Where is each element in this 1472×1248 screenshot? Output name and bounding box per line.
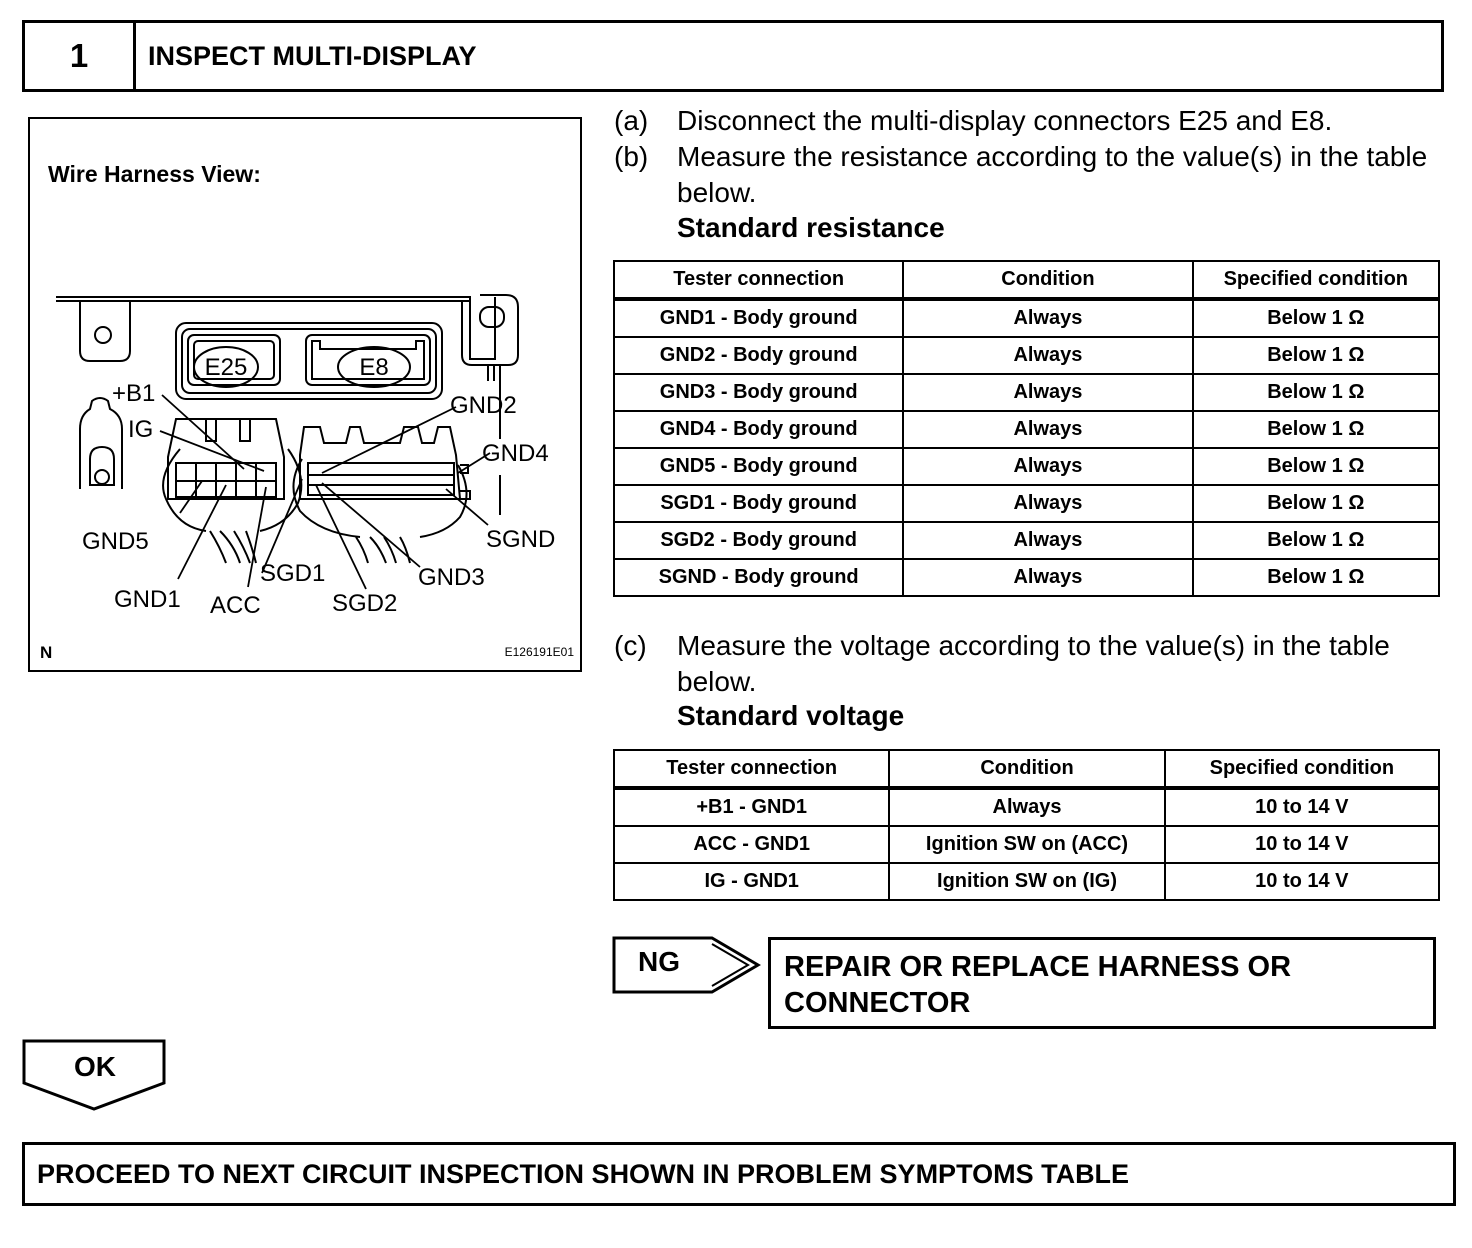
- table-cell: Always: [903, 337, 1192, 374]
- table-row: [614, 374, 1439, 411]
- table-cell: Below 1 Ω: [1193, 374, 1439, 411]
- table-cell: Below 1 Ω: [1193, 299, 1439, 337]
- ok-arrow: [22, 1039, 168, 1111]
- pin-label-sgnd: SGND: [486, 526, 556, 553]
- table-cell: SGD2 - Body ground: [614, 522, 903, 559]
- connector-label-e25: E25: [204, 354, 248, 381]
- step-b: [614, 139, 1444, 211]
- step-b-text: Measure the resistance according to the value(s) in the table below.: [677, 141, 1428, 208]
- figure-corner-mark: N: [40, 643, 53, 662]
- pin-label-gnd3: GND3: [418, 564, 485, 591]
- table-cell: Always: [903, 299, 1192, 337]
- pin-label-b1: +B1: [112, 380, 156, 407]
- header-cell: Tester connection: [614, 750, 889, 788]
- pin-label-sgd2: SGD2: [332, 590, 398, 617]
- table-cell: Below 1 Ω: [1193, 448, 1439, 485]
- next-step-box: PROCEED TO NEXT CIRCUIT INSPECTION SHOWN IN PROBLEM SYMPTOMS TABLE: [22, 1142, 1456, 1206]
- table-row: [614, 788, 1439, 826]
- table-row: [614, 411, 1439, 448]
- pin-label-gnd2: GND2: [450, 392, 517, 419]
- step-title: INSPECT MULTI-DISPLAY: [148, 40, 477, 71]
- voltage-table-header: [614, 750, 1439, 788]
- table-cell: Below 1 Ω: [1193, 559, 1439, 596]
- resistance-table: [613, 260, 1440, 597]
- step-c: [614, 628, 1444, 700]
- table-cell: Ignition SW on (IG): [889, 863, 1164, 900]
- pin-label-ig: IG: [128, 416, 154, 443]
- step-c-text: Measure the voltage according to the value(s) in the table below.: [677, 630, 1390, 697]
- table-cell: GND4 - Body ground: [614, 411, 903, 448]
- connector-label-e8: E8: [359, 354, 389, 381]
- figure-title: Wire Harness View:: [48, 161, 261, 187]
- standard-resistance-heading: Standard resistance: [677, 212, 945, 243]
- table-row: [614, 299, 1439, 337]
- voltage-table: [613, 749, 1440, 901]
- resistance-table-header: [614, 261, 1439, 299]
- table-row: [614, 448, 1439, 485]
- table-cell: Ignition SW on (ACC): [889, 826, 1164, 863]
- table-row: [614, 559, 1439, 596]
- step-number: 1: [25, 23, 136, 89]
- table-cell: 10 to 14 V: [1165, 863, 1439, 900]
- table-row: [614, 826, 1439, 863]
- step-c-label: (c): [614, 630, 647, 661]
- table-cell: Below 1 Ω: [1193, 337, 1439, 374]
- table-cell: 10 to 14 V: [1165, 826, 1439, 863]
- connector-diagram: [30, 119, 580, 670]
- table-cell: IG - GND1: [614, 863, 889, 900]
- table-row: [614, 522, 1439, 559]
- header-cell: Tester connection: [614, 261, 903, 299]
- header-cell: Specified condition: [1165, 750, 1439, 788]
- ok-label: OK: [74, 1051, 116, 1082]
- table-row: [614, 863, 1439, 900]
- standard-voltage-heading: Standard voltage: [677, 700, 905, 731]
- ng-action-box: REPAIR OR REPLACE HARNESS OR CONNECTOR: [768, 937, 1436, 1029]
- step-a: [614, 103, 1444, 139]
- pin-label-gnd5: GND5: [82, 528, 149, 555]
- ng-arrow-shape: [612, 936, 762, 994]
- header-cell: Condition: [889, 750, 1164, 788]
- table-cell: GND1 - Body ground: [614, 299, 903, 337]
- step-b-label: (b): [614, 141, 649, 172]
- step-header: [22, 20, 1444, 92]
- table-cell: ACC - GND1: [614, 826, 889, 863]
- table-cell: Always: [903, 374, 1192, 411]
- header-cell: Specified condition: [1193, 261, 1439, 299]
- table-cell: SGD1 - Body ground: [614, 485, 903, 522]
- ng-arrow: [612, 936, 762, 994]
- table-cell: 10 to 14 V: [1165, 788, 1439, 826]
- table-cell: Always: [903, 485, 1192, 522]
- table-cell: GND2 - Body ground: [614, 337, 903, 374]
- header-cell: Condition: [903, 261, 1192, 299]
- table-row: [614, 337, 1439, 374]
- table-cell: GND3 - Body ground: [614, 374, 903, 411]
- wire-harness-figure: [28, 117, 582, 672]
- table-row: [614, 485, 1439, 522]
- table-cell: Below 1 Ω: [1193, 522, 1439, 559]
- table-cell: Always: [903, 559, 1192, 596]
- table-cell: SGND - Body ground: [614, 559, 903, 596]
- figure-code: E126191E01: [504, 645, 574, 659]
- pin-label-acc: ACC: [210, 592, 261, 619]
- step-a-label: (a): [614, 105, 649, 136]
- table-cell: Below 1 Ω: [1193, 411, 1439, 448]
- table-cell: Always: [903, 411, 1192, 448]
- table-cell: +B1 - GND1: [614, 788, 889, 826]
- pin-label-gnd4: GND4: [482, 440, 549, 467]
- table-cell: Always: [903, 522, 1192, 559]
- pin-label-gnd1: GND1: [114, 586, 181, 613]
- table-cell: Always: [903, 448, 1192, 485]
- table-cell: Always: [889, 788, 1164, 826]
- pin-label-sgd1: SGD1: [260, 560, 326, 587]
- table-cell: GND5 - Body ground: [614, 448, 903, 485]
- step-a-text: Disconnect the multi-display connectors E25 and E8.: [677, 105, 1333, 136]
- ng-label: NG: [638, 946, 680, 977]
- table-cell: Below 1 Ω: [1193, 485, 1439, 522]
